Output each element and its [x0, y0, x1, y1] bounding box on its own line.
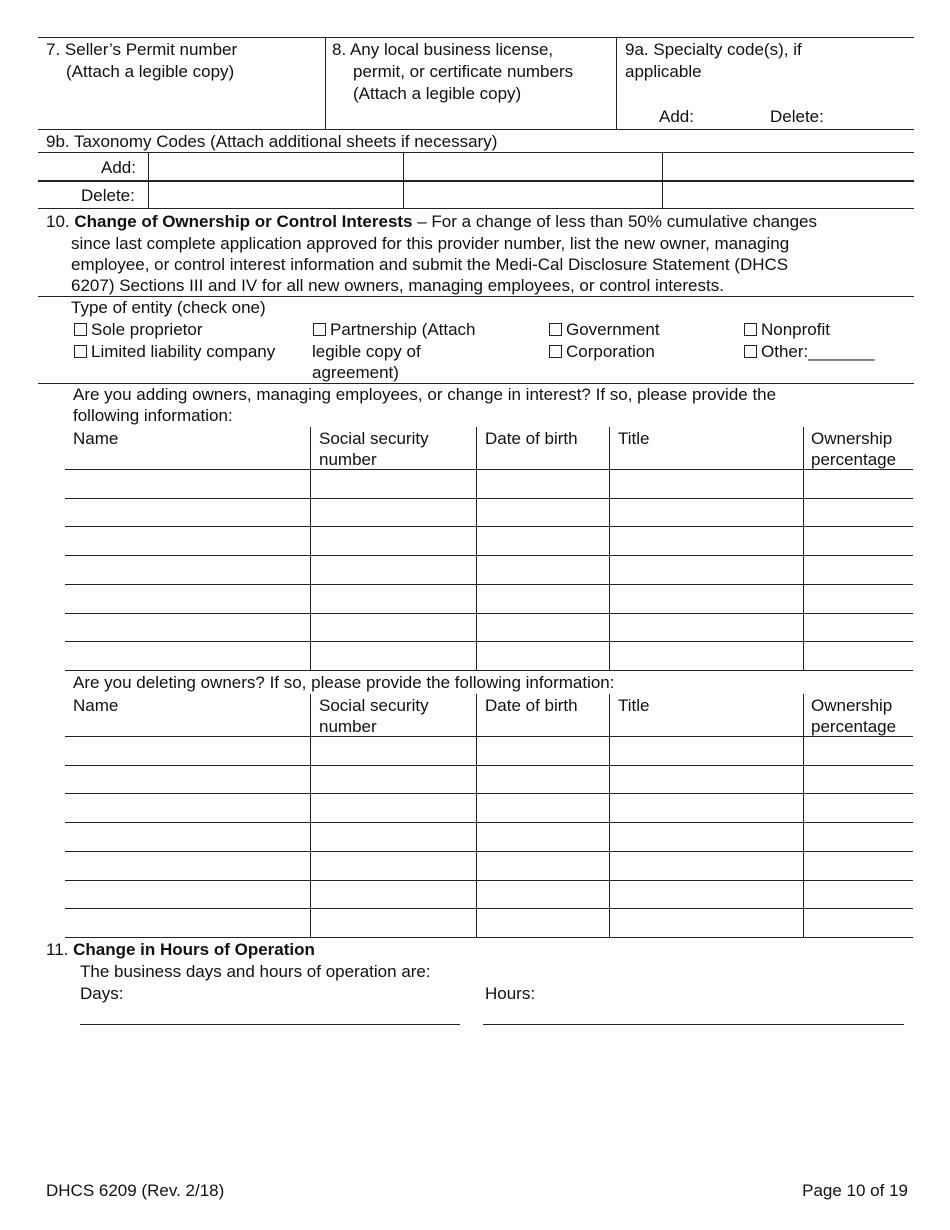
name-column-header: Name [73, 429, 119, 448]
row-divider [65, 851, 913, 852]
other-blank: _______ [808, 342, 875, 361]
deleting-table-cell[interactable] [806, 854, 914, 878]
adding-table-cell[interactable] [313, 501, 477, 525]
adding-table-cell[interactable] [68, 472, 311, 496]
sole-proprietor-checkbox[interactable] [74, 323, 87, 336]
deleting-table-cell[interactable] [612, 883, 804, 907]
ownership-column-header: Ownership [811, 429, 893, 448]
taxonomy-add-input-3[interactable] [666, 155, 914, 179]
item11-heading-line [46, 939, 315, 960]
adding-table-cell[interactable] [806, 616, 914, 640]
row-divider [65, 555, 913, 556]
adding-table-cell[interactable] [806, 501, 914, 525]
row-divider [65, 498, 913, 499]
row-divider [65, 584, 913, 585]
adding-table-cell[interactable] [806, 472, 914, 496]
adding-table-cell[interactable] [479, 644, 610, 668]
deleting-table-cell[interactable] [68, 883, 311, 907]
nonprofit-label: Nonprofit [761, 320, 830, 339]
adding-table-cell[interactable] [313, 472, 477, 496]
sellers-permit-input[interactable] [46, 92, 320, 116]
divider [38, 180, 914, 182]
title-column-header: Title [618, 429, 650, 448]
item9a-label: 9a. Specialty code(s), if [625, 40, 802, 59]
adding-table-cell[interactable] [68, 501, 311, 525]
item11-text: The business days and hours of operation are: [80, 962, 431, 981]
row-divider [65, 736, 913, 737]
deleting-table-cell[interactable] [479, 883, 610, 907]
llc-checkbox[interactable] [74, 345, 87, 358]
name-column-header: Name [73, 696, 119, 715]
deleting-table-cell[interactable] [612, 739, 804, 763]
row-divider [65, 765, 913, 766]
nonprofit-checkbox[interactable] [744, 323, 757, 336]
item11-heading: Change in Hours of Operation [73, 940, 315, 959]
divider [616, 37, 617, 129]
adding-table-cell[interactable] [479, 558, 610, 582]
entity-nonprofit-option[interactable] [744, 319, 830, 340]
deleting-table-cell[interactable] [313, 825, 477, 849]
deleting-table-cell[interactable] [806, 768, 914, 792]
deleting-table-cell[interactable] [68, 911, 311, 935]
adding-table-cell[interactable] [806, 587, 914, 611]
partnership-label: Partnership (Attach [330, 320, 476, 339]
partnership-label-3: agreement) [312, 363, 399, 382]
divider [38, 152, 914, 153]
adding-table-cell[interactable] [806, 644, 914, 668]
item8-label: 8. Any local business license, [332, 40, 554, 59]
adding-table-cell[interactable] [68, 644, 311, 668]
page-number: Page 10 of 19 [802, 1181, 908, 1200]
adding-table-cell[interactable] [479, 587, 610, 611]
entity-partnership-option[interactable] [313, 319, 476, 340]
item7-note: (Attach a legible copy) [66, 62, 235, 81]
adding-table-cell[interactable] [313, 616, 477, 640]
title-column-header: Title [618, 696, 650, 715]
divider [148, 152, 149, 208]
adding-table-cell[interactable] [313, 529, 477, 553]
entity-corporation-option[interactable] [549, 341, 655, 362]
row-divider [65, 469, 913, 470]
adding-table-cell[interactable] [612, 529, 804, 553]
divider [662, 152, 663, 208]
item10-text-4: 6207) Sections III and IV for all new owners, managing employees, or control interests. [71, 276, 724, 295]
specialty-add-label: Add: [659, 107, 694, 126]
government-checkbox[interactable] [549, 323, 562, 336]
adding-table-cell[interactable] [313, 587, 477, 611]
partnership-label-2: legible copy of [312, 342, 421, 361]
item10-heading-line [46, 211, 817, 232]
deleting-table-cell[interactable] [313, 911, 477, 935]
adding-table-cell[interactable] [479, 472, 610, 496]
taxonomy-add-input-1[interactable] [152, 155, 403, 179]
deleting-table-cell[interactable] [612, 911, 804, 935]
entity-sole-option[interactable] [74, 319, 203, 340]
deleting-table-cell[interactable] [479, 911, 610, 935]
adding-question: Are you adding owners, managing employees, or change in interest? If so, please provide the [73, 385, 777, 404]
divider [38, 129, 914, 130]
specialty-delete-label: Delete: [770, 107, 824, 126]
ownership-column-header: percentage [811, 450, 897, 469]
divider [403, 152, 404, 208]
ssn-column-header: Social security [319, 429, 429, 448]
ownership-column-header: percentage [811, 717, 897, 736]
taxonomy-add-input-2[interactable] [407, 155, 662, 179]
deleting-table-cell[interactable] [479, 796, 610, 820]
item10-heading: Change of Ownership or Control Interests [74, 212, 413, 231]
llc-label: Limited liability company [91, 342, 276, 361]
item10-number: 10. [46, 212, 70, 231]
ssn-column-header: number [319, 450, 377, 469]
deleting-table-cell[interactable] [479, 854, 610, 878]
deleting-table-cell[interactable] [479, 768, 610, 792]
deleting-table-cell[interactable] [68, 796, 311, 820]
entity-type-label: Type of entity (check one) [71, 298, 266, 317]
row-divider [65, 908, 913, 909]
adding-table-cell[interactable] [68, 529, 311, 553]
item9a-label-2: applicable [625, 62, 702, 81]
deleting-table-cell[interactable] [68, 854, 311, 878]
adding-table-cell[interactable] [612, 501, 804, 525]
hours-input[interactable] [483, 1002, 904, 1025]
item11-number: 11. [46, 940, 69, 959]
adding-table-cell[interactable] [479, 501, 610, 525]
deleting-table-cell[interactable] [479, 739, 610, 763]
adding-table-cell[interactable] [313, 558, 477, 582]
corporation-label: Corporation [566, 342, 655, 361]
taxonomy-add-label: Add: [101, 158, 136, 177]
ssn-column-header: number [319, 717, 377, 736]
dob-column-header: Date of birth [485, 696, 578, 715]
deleting-table-cell[interactable] [806, 825, 914, 849]
deleting-table-cell[interactable] [612, 796, 804, 820]
deleting-table-cell[interactable] [313, 796, 477, 820]
adding-table-cell[interactable] [806, 529, 914, 553]
deleting-table-cell[interactable] [806, 911, 914, 935]
divider [325, 37, 326, 129]
dob-column-header: Date of birth [485, 429, 578, 448]
days-label: Days: [80, 984, 124, 1003]
deleting-table-cell[interactable] [68, 768, 311, 792]
partnership-checkbox[interactable] [313, 323, 326, 336]
deleting-table-cell[interactable] [68, 739, 311, 763]
corporation-checkbox[interactable] [549, 345, 562, 358]
government-label: Government [566, 320, 660, 339]
adding-table-cell[interactable] [68, 587, 311, 611]
deleting-table-cell[interactable] [612, 825, 804, 849]
adding-table-cell[interactable] [612, 644, 804, 668]
top-border [38, 37, 914, 38]
adding-table-cell[interactable] [479, 616, 610, 640]
adding-table-cell[interactable] [313, 644, 477, 668]
deleting-table-cell[interactable] [806, 739, 914, 763]
entity-llc-option[interactable] [74, 341, 275, 362]
adding-table-cell[interactable] [612, 587, 804, 611]
adding-table-cell[interactable] [68, 616, 311, 640]
ssn-column-header: Social security [319, 696, 429, 715]
item8-label-2: permit, or certificate numbers [353, 62, 574, 81]
item7-label: 7. Seller’s Permit number [46, 40, 238, 59]
item10-text-3: employee, or control interest information and submit the Medi-Cal Disclosure Statement (DHCS [71, 255, 789, 274]
ownership-column-header: Ownership [811, 696, 893, 715]
item8-note: (Attach a legible copy) [353, 84, 522, 103]
entity-government-option[interactable] [549, 319, 660, 340]
divider [38, 208, 914, 209]
row-divider [65, 793, 913, 794]
item10-text-2: since last complete application approved for this provider number, list the new owner, managing [71, 234, 790, 253]
deleting-table-cell[interactable] [806, 883, 914, 907]
deleting-table-cell[interactable] [313, 854, 477, 878]
row-divider [65, 670, 913, 671]
deleting-table-cell[interactable] [479, 825, 610, 849]
deleting-table-cell[interactable] [313, 739, 477, 763]
adding-table-cell[interactable] [479, 529, 610, 553]
adding-question-2: following information: [73, 406, 233, 425]
deleting-table-cell[interactable] [612, 768, 804, 792]
row-divider [65, 880, 913, 881]
row-divider [65, 613, 913, 614]
deleting-table-cell[interactable] [313, 768, 477, 792]
deleting-table-cell[interactable] [806, 796, 914, 820]
entity-other-option[interactable] [744, 341, 874, 362]
taxonomy-title: 9b. Taxonomy Codes (Attach additional sheets if necessary) [46, 132, 498, 151]
row-divider [65, 937, 913, 938]
taxonomy-delete-input-3[interactable] [666, 183, 914, 207]
taxonomy-delete-label: Delete: [81, 186, 135, 205]
form-number: DHCS 6209 (Rev. 2/18) [46, 1181, 225, 1200]
deleting-table-cell[interactable] [313, 883, 477, 907]
row-divider [65, 641, 913, 642]
item10-text-1: – For a change of less than 50% cumulative changes [412, 212, 817, 231]
days-input[interactable] [80, 1002, 460, 1025]
row-divider [65, 526, 913, 527]
deleting-table-cell[interactable] [612, 854, 804, 878]
row-divider [65, 822, 913, 823]
sole-proprietor-label: Sole proprietor [91, 320, 203, 339]
adding-table-cell[interactable] [612, 472, 804, 496]
adding-table-cell[interactable] [806, 558, 914, 582]
adding-table-cell[interactable] [68, 558, 311, 582]
other-label: Other: [761, 342, 809, 361]
deleting-question: Are you deleting owners? If so, please provide the following information: [73, 673, 615, 692]
deleting-table-cell[interactable] [68, 825, 311, 849]
adding-table-cell[interactable] [612, 616, 804, 640]
adding-table-cell[interactable] [612, 558, 804, 582]
other-checkbox[interactable] [744, 345, 757, 358]
taxonomy-delete-input-2[interactable] [407, 183, 662, 207]
hours-label: Hours: [485, 984, 536, 1003]
taxonomy-delete-input-1[interactable] [152, 183, 403, 207]
